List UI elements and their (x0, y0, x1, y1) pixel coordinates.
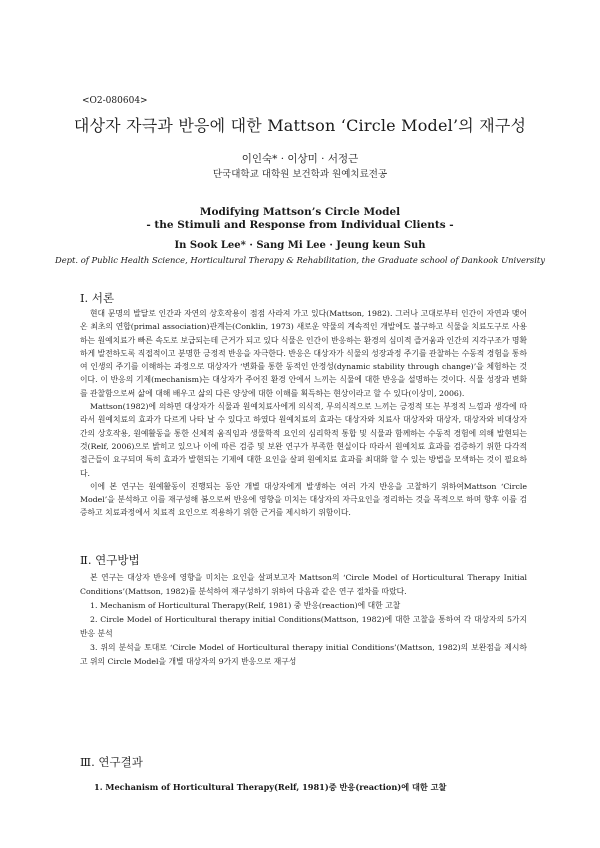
methods-list-item: 1. Mechanism of Horticultural Therapy(Relf, 1981) 중 반응(reaction)에 대한 고찰 (90, 601, 401, 610)
intro-paragraph: 현대 문명의 발달로 인간과 자연의 상호작용이 점점 사라져 가고 있다(Mattson, 1982). 그러나 고대로부터 인간이 자연과 맺어 온 최초의 연합(primal association)관계는(Conklin, 1973) 새로운 약물의 계속적인 개발에도 불구하고 식물을 치료도구로 사용하는 원예치료가 빠른 속도로 보급되는데 근거가 되고 있다 식물은 인간이 반응하는 환경의 심미적 즐거움과 인간의 지각구조가 명확하게 발전하도록 직접적이고 분명한 긍정적 반응을 자극한다. 반응은 대상자가 식물의 성장과정 주기를 관찰하는 수동적 경험을 통하여 인생의 주기를 이해하는 과정으로 대상자가 ‘변화를 통한 동적인 안정성(dynamic stability through change)’을 체험하는 것이다. 이 반응의 기제(mechanism)는 대상자가 주어진 환경 안에서 느끼는 식물에 대한 반응을 설명하는 것이다. 식물 성장과 변화를 관찰함으로써 삶에 대해 배우고 삶의 다른 양상에 대한 이해를 획득하는 현상이라고 할 수 있다(이상미, 2006). (80, 309, 527, 398)
affiliation-english: Dept. of Public Health Science, Horticultural Therapy & Rehabilitation, the Graduate school of Dankook University (55, 255, 545, 265)
results-subheading: 1. Mechanism of Horticultural Therapy(Relf, 1981)중 반응(reaction)에 대한 고찰 (94, 782, 447, 792)
intro-body (80, 307, 527, 520)
intro-paragraph: 이에 본 연구는 원예활동이 진행되는 동안 개별 대상자에게 발생하는 여러 가지 반응을 고찰하기 위하여Mattson ‘Circle Model’을 분석하고 이를 재구성해 봄으로써 반응에 영향을 미치는 대상자의 자극요인을 정리하는 것을 목적으로 하며 향후 이를 검증하고 치료과정에서 치료적 요인으로 적용하기 위한 근거를 제시하기 위함이다. (80, 481, 527, 518)
authors-korean: 이인숙* · 이상미 · 서정근 (241, 153, 359, 165)
title-english-line2: - the Stimuli and Response from Individual Clients - (146, 219, 454, 231)
title-english (0, 206, 600, 232)
section-heading-intro: Ⅰ. 서론 (80, 291, 115, 305)
title-english-line1: Modifying Mattson’s Circle Model (199, 206, 401, 218)
intro-paragraph: Mattson(1982)에 의하면 대상자가 식물과 원예치료사에게 의식적, 무의식적으로 느끼는 긍정적 또는 부정적 느낌과 생각에 따라서 원예치료의 효과가 다르게 나타 날 수 있다고 하였다 원예치료의 효과는 대상자와 치료사 대상자와 대상자, 대상자와 비대상자간의 상호작용, 원예활동을 통한 신체적 움직임과 생물학적 요인의 심리학적 통합 및 식물과 함께하는 수동적 경험에 의해 발현되는 것(Relf, 2006)으로 밝히고 있으나 이에 따른 검증 및 보완 연구가 부족한 현실이다 따라서 원예치료 효과를 검증하기 위한 다각적 접근들이 요구되며 특히 효과가 발현되는 기제에 대한 요인을 살펴 원예치료 효과를 최대화 할 수 있는 방법을 모색하는 것이 필요하다. (80, 402, 527, 478)
authors-english: In Sook Lee* · Sang Mi Lee · Jeung keun Suh (174, 240, 426, 251)
section-heading-results: Ⅲ. 연구결과 (80, 755, 143, 769)
methods-list-item: 3. 위의 분석을 토대로 ‘Circle Model of Horticultural therapy initial Conditions’(Mattson, 1982)의 보완점을 제시하고 위의 Circle Model을 개별 대상자의 9가지 반응으로 재구성 (80, 643, 527, 666)
section-heading-methods: Ⅱ. 연구방법 (80, 553, 140, 567)
paper-code: <O2-080604> (82, 96, 148, 106)
affiliation-korean: 단국대학교 대학원 보건학과 원예치료전공 (212, 169, 388, 180)
methods-list-item: 2. Circle Model of Horticultural therapy initial Conditions(Mattson, 1982)에 대한 고찰을 통하여 각 대상자의 5가지 반응 분석 (80, 615, 527, 638)
methods-body (80, 571, 527, 669)
methods-paragraph: 본 연구는 대상자 반응에 영향을 미치는 요인을 살펴보고자 Mattson의 ‘Circle Model of Horticultural Therapy Initial Conditions’(Mattson, 1982)를 분석하여 재구성하기 위하여 다음과 같은 연구 절차를 따랐다. (80, 573, 527, 596)
title-korean: 대상자 자극과 반응에 대한 Mattson ‘Circle Model’의 재구성 (73, 116, 527, 135)
